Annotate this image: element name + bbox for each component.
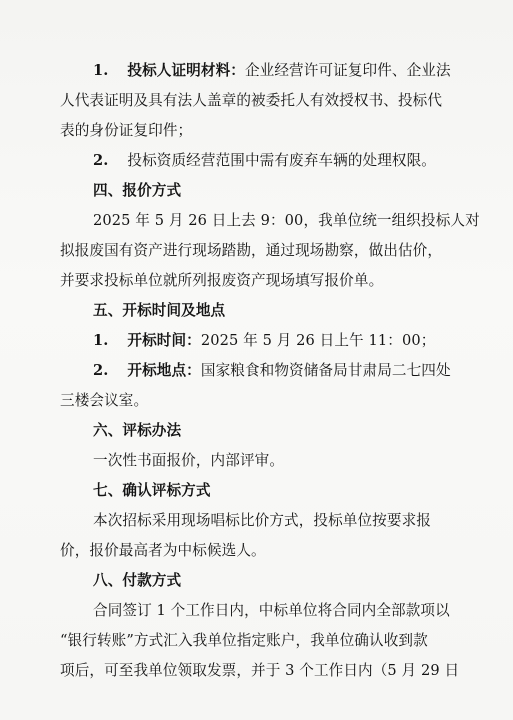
section-8-para-line-2: “银行转账”方式汇入我单位指定账户，我单位确认收到款 [60,632,428,649]
item-1-number: 1. [93,62,109,79]
item-1-text: 企业经营许可证复印件、企业法 [244,62,451,79]
item-1-label: 投标人证明材料： [127,62,245,79]
section-5-item-1-label: 开标时间： [127,332,201,349]
section-7-para-line-1: 本次招标采用现场唱标比价方式，投标单位按要求报 [93,512,431,529]
section-5-item-2-label: 开标地点： [127,362,201,379]
section-6-para: 一次性书面报价，内部评审。 [93,452,285,469]
section-5-item-1-number: 1. [93,332,109,349]
section-5-item-2 [93,361,451,381]
section-5-item-1 [93,331,435,351]
item-1-line-1 [93,61,451,81]
section-8-heading: 八、付款方式 [93,572,182,589]
section-8-para-line-3: 项后，可至我单位领取发票，并于 3 个工作日内（5 月 29 日 [60,662,460,679]
item-1-line-3: 表的身份证复印件； [60,122,193,139]
section-4-para-line-3: 并要求投标单位就所列报废资产现场填写报价单。 [60,272,384,289]
item-2-line [93,151,436,171]
section-4-heading: 四、报价方式 [93,182,182,199]
item-2-text: 投标资质经营范围中需有废弃车辆的处理权限。 [127,152,436,169]
section-4-para-line-2: 拟报废国有资产进行现场踏勘，通过现场勘察，做出估价， [60,242,443,259]
section-5-heading: 五、开标时间及地点 [93,302,226,319]
item-2-number: 2. [93,152,109,169]
section-5-item-2-number: 2. [93,362,109,379]
section-7-para-line-2: 价，报价最高者为中标候选人。 [60,542,266,559]
section-5-item-1-text: 2025 年 5 月 26 日上午 11：00； [200,332,436,349]
item-1-line-2: 人代表证明及具有法人盖章的被委托人有效授权书、投标代 [60,92,443,109]
section-7-heading: 七、确认评标方式 [93,482,211,499]
section-5-item-2-text: 国家粮食和物资储备局甘肃局二七四处 [200,362,451,379]
section-6-heading: 六、评标办法 [93,422,182,439]
section-4-para-line-1: 2025 年 5 月 26 日上去 9：00，我单位统一组织投标人对 [93,212,480,229]
section-8-para-line-1: 合同签订 1 个工作日内，中标单位将合同内全部款项以 [93,602,450,619]
section-5-item-2-cont: 三楼会议室。 [60,392,149,409]
